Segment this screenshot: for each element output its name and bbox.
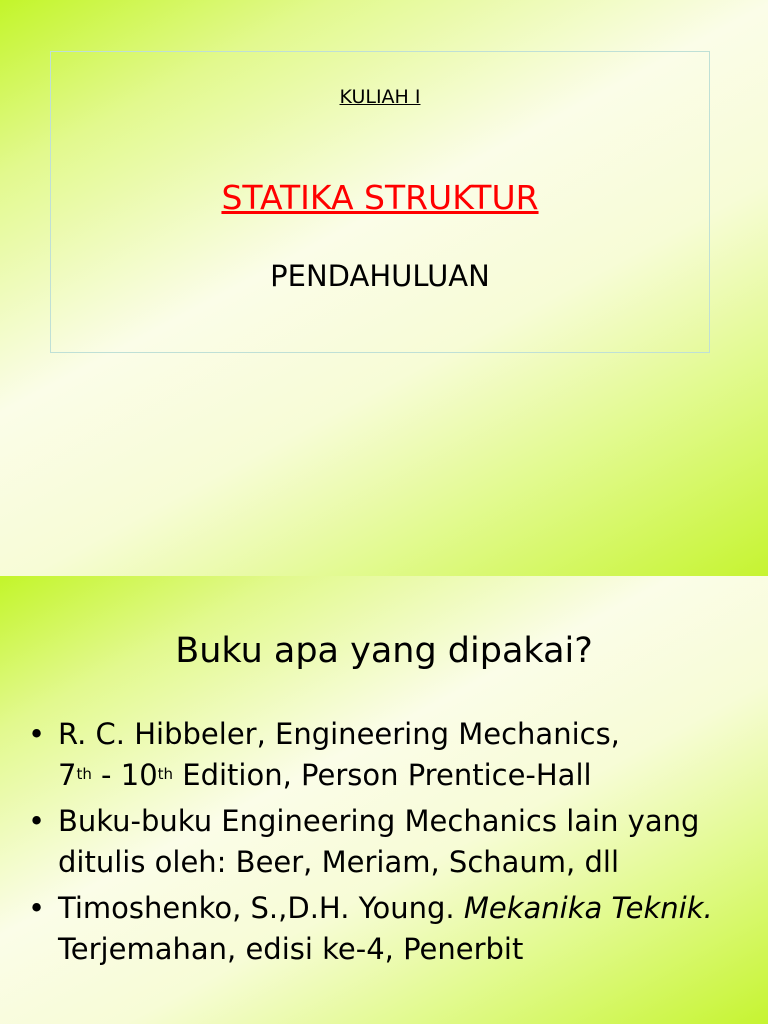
bullet-text: Edition, Person Prentice-Hall [173,758,592,792]
book-title: Mekanika Teknik. [463,891,713,925]
bullet-list [28,714,758,975]
ordinal-suffix: th [157,765,174,783]
title-placeholder-box [50,51,710,353]
list-item [28,801,758,883]
ordinal-suffix: th [76,765,92,783]
bullet-icon: • [28,804,46,838]
edition-range: - 10 [91,758,158,792]
bullet-icon: • [28,891,46,925]
bullet-text: Buku-buku Engineering Mechanics lain yang ditulis oleh: Beer, Meriam, Schaum, dll [58,804,700,879]
bullet-text: R. C. Hibbeler, Engineering Mechanics, [58,717,620,751]
bullet-text: Terjemahan, edisi ke-4, Penerbit [58,932,524,966]
bullet-text: Timoshenko, S.,D.H. Young. [58,891,464,925]
list-item [28,714,758,796]
lecture-label: KULIAH I [339,86,421,108]
bullet-icon: • [28,717,46,751]
edition-number: 7 [58,758,77,792]
slide-title: STATIKA STRUKTUR [221,178,539,217]
slide-heading: Buku apa yang dipakai? [175,631,593,671]
slide-subtitle: PENDAHULUAN [270,259,490,293]
list-item [28,888,758,970]
slide-2 [0,576,768,1024]
